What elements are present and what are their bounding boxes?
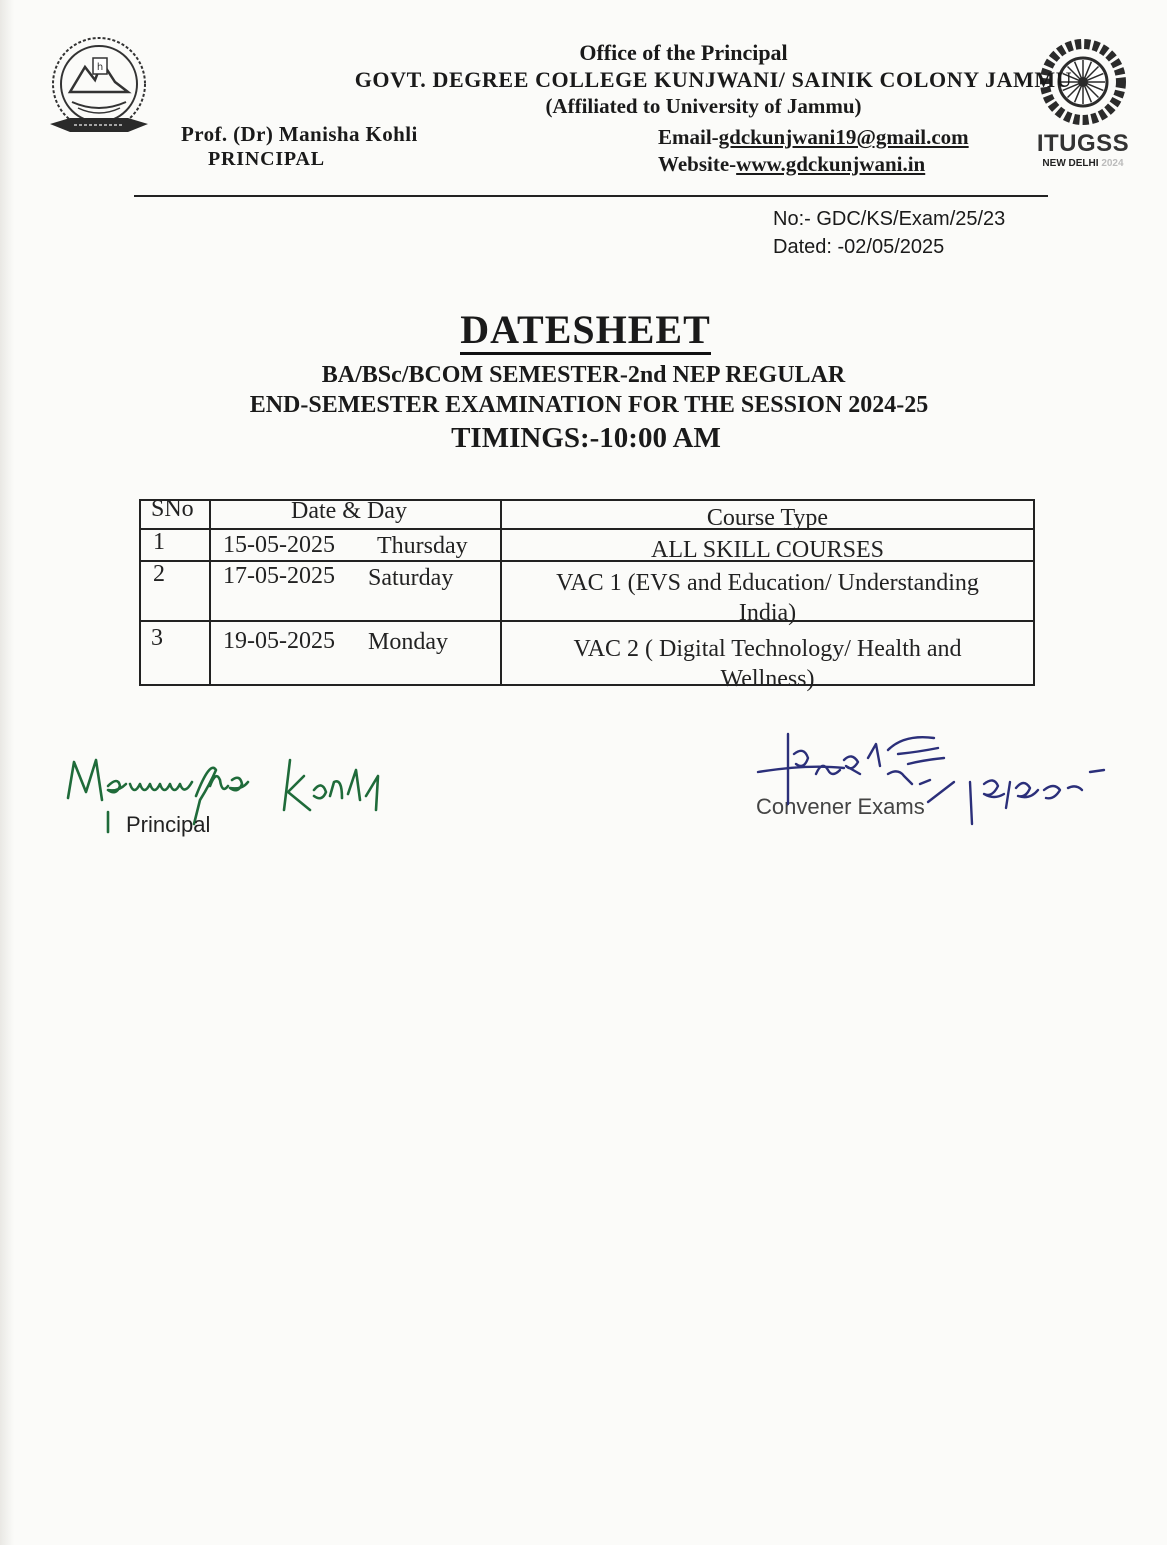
itugss-sub: [1022, 158, 1144, 169]
subtitle-programme: BA/BSc/BCOM SEMESTER-2nd NEP REGULAR: [321, 362, 846, 388]
table-border-right: [1033, 499, 1035, 686]
convener-signature-block: [748, 724, 1108, 834]
email-line: [658, 125, 969, 150]
table-border-left: [139, 499, 141, 686]
email-link[interactable]: gdckunjwani19@gmail.com: [718, 125, 969, 149]
convener-signature: [748, 724, 1108, 834]
table-border-top: [139, 499, 1035, 501]
website-line: [658, 152, 925, 177]
row2-sno: 2: [153, 561, 165, 587]
office-line: Office of the Principal: [579, 40, 788, 65]
website-link[interactable]: www.gdckunjwani.in: [736, 152, 926, 176]
header-divider: [134, 195, 1048, 197]
convener-label: Convener Exams: [756, 794, 925, 819]
principal-designation: PRINCIPAL: [208, 148, 325, 170]
row1-date: 15-05-2025: [223, 532, 335, 558]
header-sno: SNo: [151, 496, 194, 522]
itugss-year: 2024: [1101, 158, 1124, 169]
email-prefix: Email-: [658, 125, 719, 149]
subtitle-timings: TIMINGS:-10:00 AM: [451, 422, 721, 454]
row2-course-line1: VAC 1 (EVS and Education/ Understanding: [556, 570, 979, 596]
row3-day: Monday: [368, 629, 448, 655]
table-col-divider: [209, 499, 211, 686]
row1-sno: 1: [153, 529, 165, 555]
principal-signature: [60, 740, 420, 850]
row2-course-line2: India): [738, 600, 797, 626]
row3-course-line2: Wellness): [720, 666, 815, 692]
principal-name: Prof. (Dr) Manisha Kohli: [181, 122, 418, 146]
row1-day: Thursday: [377, 533, 468, 559]
datesheet-table: [139, 496, 1035, 702]
reference-date: Dated: -02/05/2025: [773, 236, 945, 258]
paper-edge: [0, 0, 14, 1545]
datesheet-heading: DATESHEET: [460, 308, 711, 355]
reference-number: No:- GDC/KS/Exam/25/23: [773, 208, 1006, 230]
itugss-text: ITUGSS: [1036, 130, 1130, 157]
header-date-day: Date & Day: [291, 498, 407, 524]
row1-course: ALL SKILL COURSES: [651, 537, 884, 563]
itugss-city: NEW DELHI: [1042, 158, 1099, 169]
principal-signature-block: [60, 740, 420, 850]
subtitle-exam: END-SEMESTER EXAMINATION FOR THE SESSION 2024-25: [249, 392, 929, 418]
website-prefix: Website-: [658, 152, 737, 176]
row3-sno: 3: [151, 625, 163, 651]
document-title: [0, 308, 1167, 355]
principal-label: Principal: [126, 812, 211, 837]
header-course-type: Course Type: [706, 505, 829, 531]
svg-text:h: h: [96, 62, 104, 73]
affiliation-line: (Affiliated to University of Jammu): [545, 94, 862, 118]
row3-course-line1: VAC 2 ( Digital Technology/ Health and: [573, 636, 962, 662]
row2-date: 17-05-2025: [223, 563, 335, 589]
college-name: GOVT. DEGREE COLLEGE KUNJWANI/ SAINIK COLONY JAMMU: [354, 67, 1073, 92]
row2-day: Saturday: [368, 565, 454, 591]
row3-date: 19-05-2025: [223, 628, 335, 654]
